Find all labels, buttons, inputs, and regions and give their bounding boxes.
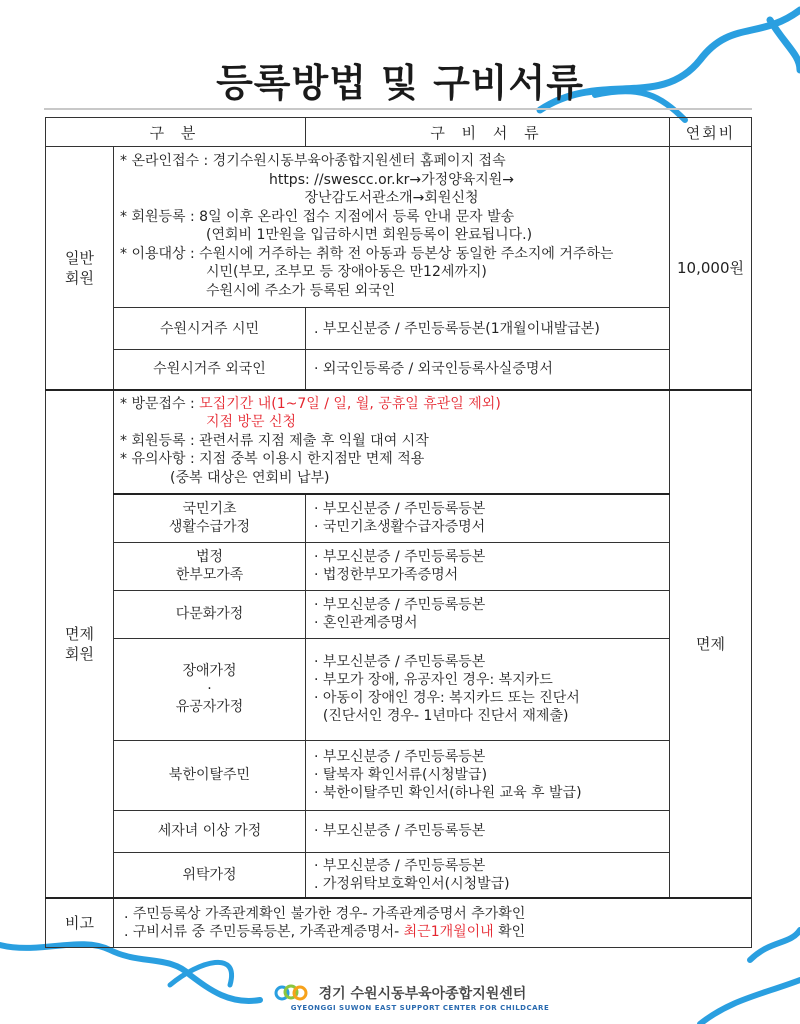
exempt-info: * 방문접수 : 모집기간 내(1~7일 / 일, 월, 공휴일 휴관일 제외) 지점 방문 신청 * 회원등록 : 관련서류 지점 제출 후 익월 대여 시작 * 유의사항 : 지점 중복 이용시 한지점만 면제 적용 (중복 대상은 연회비 납부) bbox=[114, 390, 670, 495]
required-docs: · 부모신분증 / 주민등록등본 · 부모가 장애, 유공자인 경우: 복지카드 · 아동이 장애인 경우: 복지카드 또는 진단서 (진단서인 경우- 1년마다 진단서 재제출) bbox=[306, 638, 670, 740]
member-type: 다문화가정 bbox=[114, 590, 306, 638]
required-docs: . 부모신분증 / 주민등록등본(1개월이내발급본) bbox=[306, 308, 670, 350]
footer-org bbox=[0, 982, 800, 1012]
table-row bbox=[46, 542, 752, 590]
required-docs: · 부모신분증 / 주민등록등본 . 가정위탁보호확인서(시청발급) bbox=[306, 852, 670, 898]
table-row bbox=[46, 590, 752, 638]
header-fee: 연회비 bbox=[670, 118, 752, 147]
required-docs: · 부모신분증 / 주민등록등본 · 법정한부모가족증명서 bbox=[306, 542, 670, 590]
required-docs: · 부모신분증 / 주민등록등본 · 혼인관계증명서 bbox=[306, 590, 670, 638]
required-docs: · 외국인등록증 / 외국인등록사실증명서 bbox=[306, 350, 670, 390]
general-info: * 온라인접수 : 경기수원시동부육아종합지원센터 홈페이지 접속 https: //swescc.or.kr→가정양육지원→ 장난감도서관소개→회원신청 * 회원등록 : 8일 이후 온라인 접수 지점에서 등록 안내 문자 발송 (연회비 1만원을 입금하시면 회원등록이 완료됩니다.) * 이용대상 : 수원시에 거주하는 취학 전 아동과 등본상 동일한 주소지에 거주하는 시민(부모, 조부모 등 장애아동은 만12세까지) 수원시에 주소가 등록된 외국인 bbox=[114, 147, 670, 308]
table-row bbox=[46, 740, 752, 810]
required-docs: · 부모신분증 / 주민등록등본 bbox=[306, 810, 670, 852]
table-row bbox=[46, 852, 752, 898]
remarks-text: . 주민등록상 가족관계확인 불가한 경우- 가족관계증명서 추가확인 . 구비서류 중 주민등록등본, 가족관계증명서- 최근1개월이내 확인 bbox=[114, 898, 752, 948]
exempt-member-label: 면제 회원 bbox=[46, 390, 114, 899]
member-type: 세자녀 이상 가정 bbox=[114, 810, 306, 852]
required-docs: · 부모신분증 / 주민등록등본 · 국민기초생활수급자증명서 bbox=[306, 494, 670, 542]
member-type: 위탁가정 bbox=[114, 852, 306, 898]
remarks-row bbox=[46, 898, 752, 948]
member-type: 법정 한부모가족 bbox=[114, 542, 306, 590]
table-row bbox=[46, 638, 752, 740]
member-type: 북한이탈주민 bbox=[114, 740, 306, 810]
center-logo-icon bbox=[274, 982, 308, 1006]
table-row bbox=[46, 494, 752, 542]
table-row bbox=[46, 350, 752, 390]
general-fee: 10,000원 bbox=[670, 147, 752, 390]
header-documents: 구 비 서 류 bbox=[306, 118, 670, 147]
remarks-label: 비고 bbox=[46, 898, 114, 948]
general-member-label: 일반 회원 bbox=[46, 147, 114, 390]
table-row bbox=[46, 810, 752, 852]
footer-org-name: 경기 수원시동부육아종합지원센터 bbox=[318, 986, 527, 1002]
title-divider bbox=[44, 108, 752, 110]
header-category: 구 분 bbox=[46, 118, 306, 147]
table-header-row bbox=[46, 118, 752, 147]
registration-table bbox=[45, 117, 752, 948]
table-row bbox=[46, 308, 752, 350]
member-type: 국민기초 생활수급가정 bbox=[114, 494, 306, 542]
member-type: 수원시거주 외국인 bbox=[114, 350, 306, 390]
exempt-fee: 면제 bbox=[670, 390, 752, 899]
required-docs: · 부모신분증 / 주민등록등본 · 탈북자 확인서류(시청발급) · 북한이탈주민 확인서(하나원 교육 후 발급) bbox=[306, 740, 670, 810]
page-title: 등록방법 및 구비서류 bbox=[216, 61, 584, 105]
member-type: 수원시거주 시민 bbox=[114, 308, 306, 350]
member-type: 장애가정 · 유공자가정 bbox=[114, 638, 306, 740]
footer-org-english: GYEONGGI SUWON EAST SUPPORT CENTER FOR CHILDCARE bbox=[290, 1004, 550, 1012]
